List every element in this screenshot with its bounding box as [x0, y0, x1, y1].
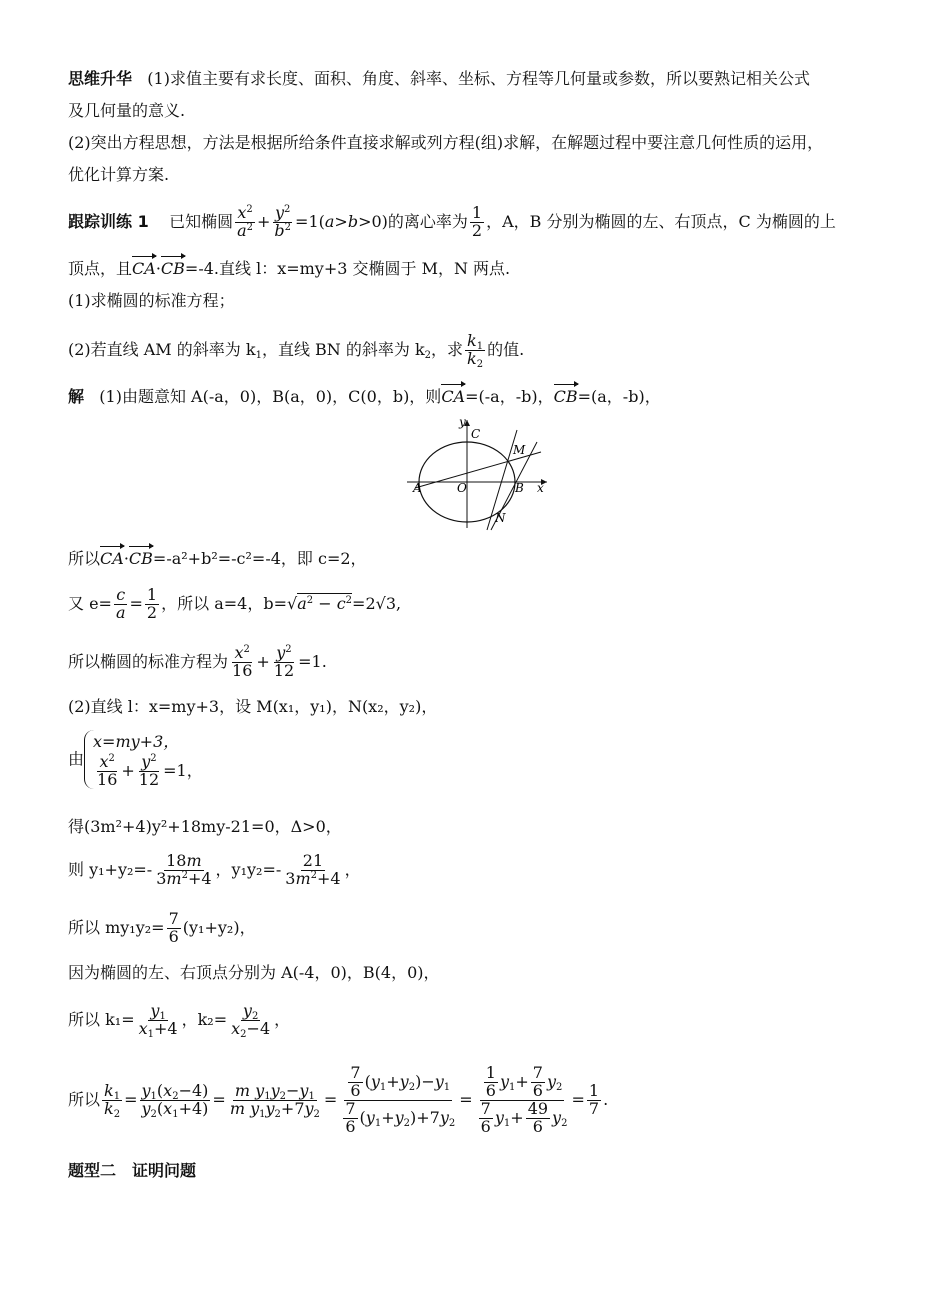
think-p1a: (1)求值主要有求长度、面积、角度、斜率、坐标、方程等几何量或参数，所以要熟记相关公式	[147, 69, 810, 88]
s9a: 所以 my₁y₂=	[68, 918, 165, 937]
s3c: ，所以 a=4，b=	[161, 594, 287, 613]
frac-y2-12: $\frac{y^2}{12}$	[273, 643, 295, 680]
frac-step-1: $\frac{y_1(x_2-4)}{y_2(x_1+4)}$	[141, 1081, 209, 1120]
ellipse-figure	[405, 416, 555, 532]
solution-label: 解	[68, 387, 85, 406]
think-p1b: 及几何量的意义.	[68, 101, 186, 120]
training-t3: )的离心率为	[381, 212, 468, 231]
training-t4: ，A，B 分别为椭圆的左、右顶点，C 为椭圆的上	[486, 212, 836, 231]
s3b: =	[129, 594, 143, 613]
frac-x2-16: $\frac{x^2}{16}$	[232, 643, 253, 680]
training-t1: 已知椭圆	[169, 212, 234, 231]
solution-line-10: 因为椭圆的左、右顶点分别为 A(-4，0)，B(4，0)，	[68, 963, 440, 982]
vector-ca-2: CA	[441, 387, 466, 406]
solution-line-4: 所以椭圆的标准方程为 $\frac{x^2}{16}$ + $\frac{y^2}{12}$ =1.	[68, 643, 327, 680]
s12a: 所以	[68, 1090, 101, 1109]
frac-18m: $\frac{18m}{3m^2+4}$	[156, 851, 212, 888]
solution-line-6	[68, 730, 203, 789]
frac-7-6: $\frac{7}{6}$	[168, 909, 179, 946]
s1c: =(a，-b)，	[577, 387, 661, 406]
frac-c-a: $\frac{c}{a}$	[115, 585, 126, 622]
frac-result: $\frac{1}{7}$	[588, 1081, 600, 1118]
solution-line-3: 又 e= $\frac{c}{a}$ = $\frac{1}{2}$ ，所以 a=4，$b=√a^2 - c^2=2√3$,	[68, 585, 402, 622]
training-t2: =1(	[295, 212, 325, 231]
s11c: ，	[274, 1010, 291, 1029]
frac-k2: $\frac{y_2}{x_2-4}$	[231, 1001, 271, 1040]
s8c: ，	[344, 860, 361, 879]
sys2b: =1，	[163, 760, 203, 780]
q2b: ，直线 BN 的斜率为 k	[261, 340, 425, 359]
training-t5: 顶点，且	[68, 259, 133, 278]
vector-ca: CA	[132, 259, 156, 278]
solution-line-11	[68, 998, 290, 1042]
fig-y-label: y	[459, 416, 466, 429]
frac-step-3: $\frac{7}{6}$ $(y_1+y_2)-y_1$ $\frac{7}{6}$ $(y_1+y_2)+7y_2$	[345, 1063, 456, 1136]
s2a: 所以	[68, 549, 101, 568]
s12end: .	[603, 1090, 609, 1109]
frac-21: $\frac{21}{3m^2+4}$	[285, 851, 341, 888]
frac-y2-b2: $\frac{y^2}{b^2}$	[274, 203, 292, 240]
vector-cb-2: CB	[553, 387, 578, 406]
solution-line-12: 所以 $\frac{k_1}{k_2}$ = $\frac{y_1(x_2-4)}{y_2(x_1+4)}$ = $\frac{m y_1y_2-y_1}{m y_1y_2+7y_2}$ = $\frac{7}{6}$ $(y_1+y_2)-y_1$ $\frac{7}{6}$ $(y_1+y_2)+7y_2$ = $\frac{1}{6}$ $y_1+$ $\frac{7}{6}$ $y_2$ $\frac{7}{6}$ $y_1+$ $\frac{49}{6}$ $y_2$ = $\frac{1}{7}$ .	[68, 1063, 609, 1136]
frac-x2-a2: $\frac{x^2}{a^2}$	[237, 203, 253, 240]
q2a: (2)若直线 AM 的斜率为 k	[68, 340, 256, 359]
equation-system: x=my+3， $\frac{x^2}{16}$ + $\frac{y^2}{12}$ =1，	[84, 730, 203, 789]
think-p2b: 优化计算方案.	[68, 165, 170, 184]
s9b: (y₁+y₂)，	[182, 918, 256, 937]
s4a: 所以椭圆的标准方程为	[68, 652, 229, 671]
think-label: 思维升华	[68, 69, 133, 88]
vector-cb-3: CB	[128, 549, 153, 568]
sys1: x=my+3，	[93, 732, 180, 751]
solution-line-2: 所以CA·CB=-a²+b²=-c²=-4，即 c=2，	[68, 549, 367, 568]
fig-x-label: x	[537, 481, 544, 495]
solution-line-7: 得(3m²+4)y²+18my-21=0，Δ>0，	[68, 817, 342, 836]
solution-line-1	[68, 386, 661, 408]
solution-line-9	[68, 906, 256, 950]
frac-1-2b: $\frac{1}{2}$	[146, 585, 158, 622]
s3a: 又 e=	[68, 594, 112, 613]
frac-step-2: $\frac{m y_1y_2-y_1}{m y_1y_2+7y_2}$	[229, 1081, 320, 1120]
s3e: 3,	[385, 594, 402, 613]
vector-cb: CB	[160, 259, 185, 278]
s8b: ，y₁y₂=-	[215, 860, 282, 879]
fig-a-label: A	[413, 481, 422, 495]
training-label: 跟踪训练 1	[68, 212, 149, 231]
think-line-1	[68, 68, 810, 90]
section-title: 题型二 证明问题	[68, 1161, 197, 1180]
s11b: ，k₂=	[181, 1010, 228, 1029]
frac-k1-k2: $\frac{k_1}{k_2}$	[467, 331, 484, 370]
training-t6: =-4.直线 l：x=my+3 交椭圆于 M，N 两点.	[184, 259, 511, 278]
s6a: 由	[68, 749, 85, 769]
frac-k1-k2-b: $\frac{k_1}{k_2}$	[104, 1081, 121, 1120]
frac-step-4: $\frac{1}{6}$ $y_1+$ $\frac{7}{6}$ $y_2$ $\frac{7}{6}$ $y_1+$ $\frac{49}{6}$ $y_2$	[480, 1063, 568, 1136]
s2b: =-a²+b²=-c²=-4，即 c=2，	[152, 549, 367, 568]
q2c: ，求	[431, 340, 464, 359]
fig-c-label: C	[471, 427, 481, 441]
fig-m-label: M	[513, 443, 526, 457]
fig-b-label: B	[515, 481, 524, 495]
think-p2a: (2)突出方程思想，方法是根据所给条件直接求解或列方程(组)求解，在解题过程中要注意几何性质的运用，	[68, 133, 824, 152]
s1b: =(-a，-b)，	[465, 387, 554, 406]
training-line-1: 跟踪训练 1 已知椭圆 $\frac{x^2}{a^2}$ + $\frac{y^2}{b^2}$ =1(a>b>0)的离心率为 $\frac{1}{2}$ ，A，B 分别为椭圆的左、右顶点，C 为椭圆的上	[68, 203, 836, 240]
s1: (1)由题意知 A(-a，0)，B(a，0)，C(0，b)，则	[99, 387, 442, 406]
training-q2: (2)若直线 AM 的斜率为 $k_1$，直线 BN 的斜率为 $k_2$，求 $\frac{k_1}{k_2}$ 的值.	[68, 331, 525, 370]
solution-line-5: (2)直线 l：x=my+3，设 M(x₁，y₁)，N(x₂，y₂)，	[68, 697, 438, 716]
frac-k1: $\frac{y_1}{x_1+4}$	[138, 1001, 178, 1040]
s3d: =2	[352, 594, 376, 613]
fig-o-label: O	[457, 481, 467, 495]
fig-n-label: N	[495, 511, 506, 525]
s11a: 所以 k₁=	[68, 1010, 135, 1029]
frac-1-2: $\frac{1}{2}$	[471, 203, 483, 240]
training-line-2: 顶点，且CA·CB=-4.直线 l：x=my+3 交椭圆于 M，N 两点.	[68, 259, 511, 278]
q2d: 的值.	[487, 340, 525, 359]
solution-line-8	[68, 848, 361, 892]
training-q1: (1)求椭圆的标准方程；	[68, 291, 235, 310]
s8a: 则 y₁+y₂=-	[68, 860, 153, 879]
s4b: =1.	[298, 652, 327, 671]
vector-ca-3: CA	[100, 549, 124, 568]
